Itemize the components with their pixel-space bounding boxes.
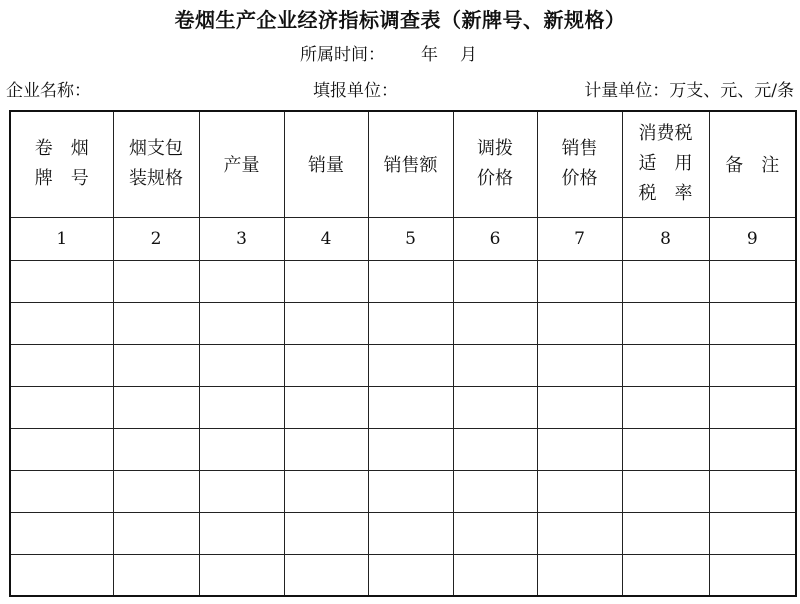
table-cell[interactable] [537,512,622,554]
table-cell[interactable] [284,386,368,428]
table-cell[interactable] [709,554,796,596]
measurement-unit-label: 计量单位：万支、元、元/条 [584,81,794,101]
table-cell[interactable] [709,302,796,344]
table-cell[interactable] [10,554,113,596]
table-cell[interactable] [453,428,537,470]
header-excise-rate: 消费税 适 用 税 率 [622,111,709,217]
period-year-label: 年 [421,45,438,65]
table-row [10,386,796,428]
header-sales-price: 销售 价格 [537,111,622,217]
table-cell[interactable] [113,470,199,512]
table-cell[interactable] [113,344,199,386]
reporting-unit-label: 填报单位： [313,81,398,101]
table-cell[interactable] [368,386,453,428]
column-number: 7 [537,217,622,260]
table-cell[interactable] [368,428,453,470]
table-cell[interactable] [537,386,622,428]
column-number: 2 [113,217,199,260]
table-cell[interactable] [199,554,284,596]
table-cell[interactable] [368,512,453,554]
column-number: 5 [368,217,453,260]
table-cell[interactable] [199,302,284,344]
table-cell[interactable] [284,260,368,302]
table-cell[interactable] [284,428,368,470]
table-row [10,428,796,470]
table-cell[interactable] [622,470,709,512]
table-cell[interactable] [537,302,622,344]
table-cell[interactable] [709,386,796,428]
table-cell[interactable] [10,386,113,428]
table-cell[interactable] [284,512,368,554]
column-number-row [10,217,796,260]
table-row [10,302,796,344]
survey-table [9,110,797,597]
table-cell[interactable] [368,344,453,386]
table-cell[interactable] [199,386,284,428]
header-output: 产量 [199,111,284,217]
table-cell[interactable] [709,512,796,554]
table-cell[interactable] [622,386,709,428]
table-cell[interactable] [368,302,453,344]
table-cell[interactable] [10,428,113,470]
header-remarks: 备 注 [709,111,796,217]
form-title: 卷烟生产企业经济指标调查表（新牌号、新规格） [174,8,626,32]
header-pack-spec: 烟支包 装规格 [113,111,199,217]
table-cell[interactable] [622,344,709,386]
table-cell[interactable] [10,260,113,302]
table-cell[interactable] [622,260,709,302]
table-cell[interactable] [10,512,113,554]
column-number: 1 [10,217,113,260]
table-cell[interactable] [368,470,453,512]
table-cell[interactable] [199,260,284,302]
table-cell[interactable] [199,344,284,386]
table-cell[interactable] [113,260,199,302]
table-cell[interactable] [709,470,796,512]
table-cell[interactable] [453,512,537,554]
table-cell[interactable] [113,386,199,428]
column-number: 6 [453,217,537,260]
table-row [10,554,796,596]
table-cell[interactable] [113,512,199,554]
table-cell[interactable] [622,428,709,470]
table-cell[interactable] [537,428,622,470]
table-cell[interactable] [113,428,199,470]
table-cell[interactable] [368,554,453,596]
table-cell[interactable] [368,260,453,302]
table-cell[interactable] [284,554,368,596]
table-cell[interactable] [199,428,284,470]
period-month-label: 月 [460,45,477,65]
table-cell[interactable] [10,302,113,344]
table-row [10,470,796,512]
table-cell[interactable] [199,512,284,554]
header-sales-volume: 销量 [284,111,368,217]
reporting-period [300,40,477,65]
table-cell[interactable] [284,302,368,344]
table-cell[interactable] [622,512,709,554]
column-number: 8 [622,217,709,260]
table-cell[interactable] [622,554,709,596]
company-name-label: 企业名称： [6,81,91,101]
table-cell[interactable] [453,260,537,302]
table-cell[interactable] [622,302,709,344]
table-cell[interactable] [10,344,113,386]
table-cell[interactable] [113,554,199,596]
table-row [10,344,796,386]
table-cell[interactable] [453,386,537,428]
table-cell[interactable] [453,554,537,596]
table-cell[interactable] [10,470,113,512]
column-number: 3 [199,217,284,260]
table-cell[interactable] [453,470,537,512]
table-cell[interactable] [284,344,368,386]
column-number: 9 [709,217,796,260]
table-cell[interactable] [709,428,796,470]
column-number: 4 [284,217,368,260]
header-sales-amount: 销售额 [368,111,453,217]
table-cell[interactable] [453,302,537,344]
table-cell[interactable] [709,260,796,302]
table-cell[interactable] [537,470,622,512]
table-cell[interactable] [199,470,284,512]
table-row [10,260,796,302]
period-label: 所属时间： [300,45,385,65]
table-cell[interactable] [453,344,537,386]
table-cell[interactable] [537,344,622,386]
table-cell[interactable] [709,344,796,386]
table-row [10,512,796,554]
table-cell[interactable] [537,260,622,302]
header-transfer-price: 调拨 价格 [453,111,537,217]
header-brand: 卷 烟 牌 号 [10,111,113,217]
table-cell[interactable] [113,302,199,344]
table-cell[interactable] [537,554,622,596]
table-header-row [10,111,796,217]
table-cell[interactable] [284,470,368,512]
